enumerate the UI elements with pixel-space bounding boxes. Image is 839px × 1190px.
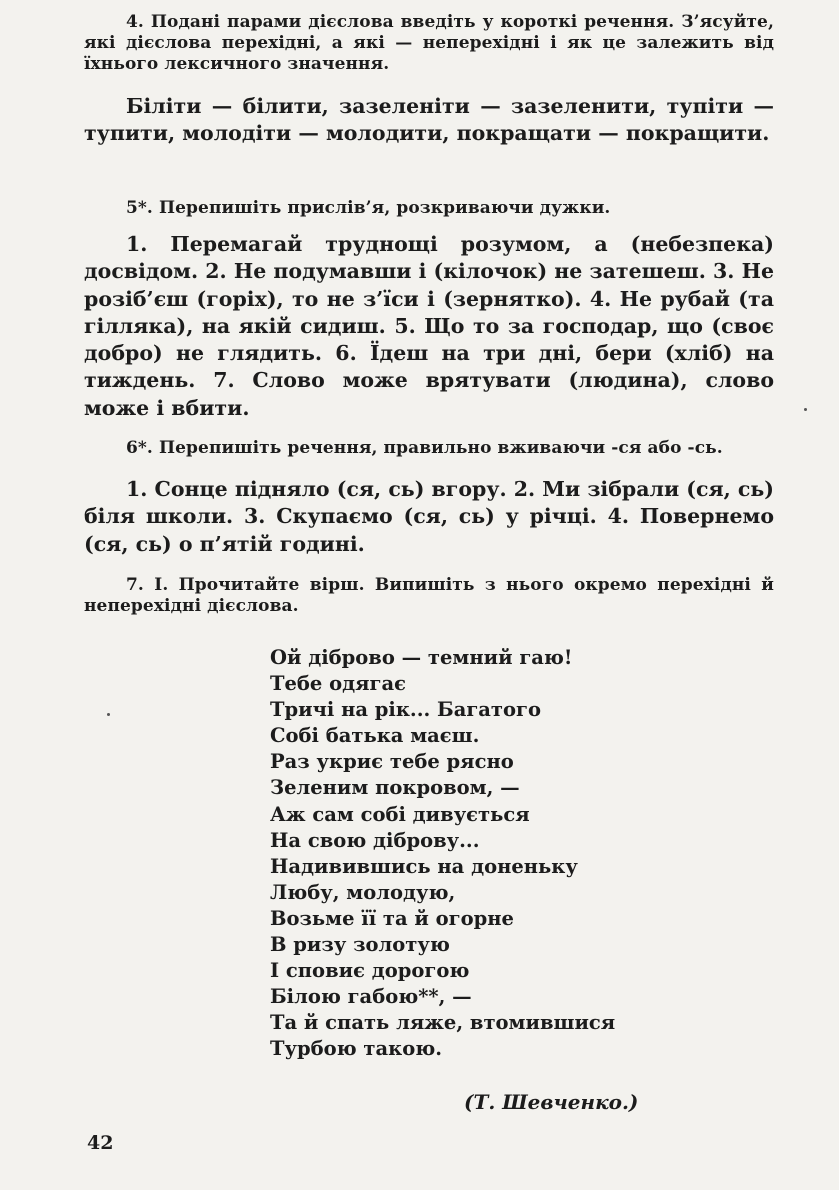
poem-line: В ризу золотую [270, 933, 450, 957]
exercise-5-instruction [84, 198, 774, 219]
exercise-7-instruction [84, 575, 774, 617]
poem [270, 645, 615, 1063]
exercise-content-text: Біліти — білити, зазеленіти — зазеленити, тупіти — тупити, молодіти — молодити, покращати — покращити. [84, 94, 774, 146]
exercise-number: 6*. [126, 438, 153, 458]
poem-line: Раз укриє тебе рясно [270, 750, 514, 774]
poem-line: Тебе одягає [270, 672, 406, 696]
exercise-content-text: 1. Сонце підняло (ся, сь) вгору. 2. Ми зібрали (ся, сь) біля школи. 3. Скупаємо (ся, сь) у річці. 4. Повернемо (ся, сь) о п’ятій годині. [84, 477, 774, 556]
poem-line: Любу, молодую, [270, 880, 456, 904]
exercise-5-content [84, 231, 774, 422]
exercise-content-text: 1. Перемагай труднощі розумом, а (небезпека) досвідом. 2. Не подумавши і (кілочок) не затешеш. 3. Не розіб’єш (горіх), то не з’їси і (зернятко). 4. Не рубай (та гілляка), на якій сидиш. 5. Що то за господар, що (своє добро) не глядить. 6. Їдеш на три дні, бери (хліб) на тиждень. 7. Слово може врятувати (людина), слово може і вбити. [84, 232, 774, 420]
poem-line: На свою діброву... [270, 828, 480, 852]
scan-speck [107, 713, 110, 716]
exercise-instruction-text: Перепишіть прислів’я, розкриваючи дужки. [158, 198, 611, 218]
page-number: 42 [87, 1132, 114, 1154]
exercise-6-content [84, 476, 774, 558]
exercise-instruction-text: Подані парами дієслова введіть у короткі речення. З’ясуйте, які дієслова перехідні, а які — неперехідні і як це залежить від їхнього лексичного значення. [84, 12, 774, 74]
poem-line: Аж сам собі дивується [270, 802, 530, 826]
exercise-instruction-text: Перепишіть речення, правильно вживаючи -ся або -сь. [158, 438, 723, 458]
exercise-6-instruction [84, 438, 774, 459]
poem-line: Зеленим покровом, — [270, 776, 520, 800]
poem-line: Тричі на рік... Багатого [270, 698, 541, 722]
poem-author: (Т. Шевченко.) [464, 1090, 639, 1114]
poem-line: Ой діброво — темний гаю! [270, 646, 573, 669]
scan-speck [804, 408, 807, 411]
exercise-4-instruction [84, 12, 774, 75]
poem-line: Собі батька маєш. [270, 724, 480, 748]
poem-line: І сповиє дорогою [270, 959, 470, 983]
poem-line: Білою габою**, — [270, 985, 472, 1009]
poem-line: Турбою такою. [270, 1037, 443, 1061]
exercise-number: 4. [126, 12, 144, 32]
exercise-number: 5*. [126, 198, 153, 218]
exercise-number: 7. [126, 575, 144, 595]
poem-line: Надивившись на доненьку [270, 854, 578, 878]
exercise-4-content [84, 93, 774, 148]
poem-line: Возьме її та й огорне [270, 906, 514, 930]
poem-line: Та й спать ляже, втомившися [270, 1011, 616, 1035]
exercise-instruction-text: І. Прочитайте вірш. Випишіть з нього окремо перехідні й неперехідні дієслова. [84, 575, 774, 616]
